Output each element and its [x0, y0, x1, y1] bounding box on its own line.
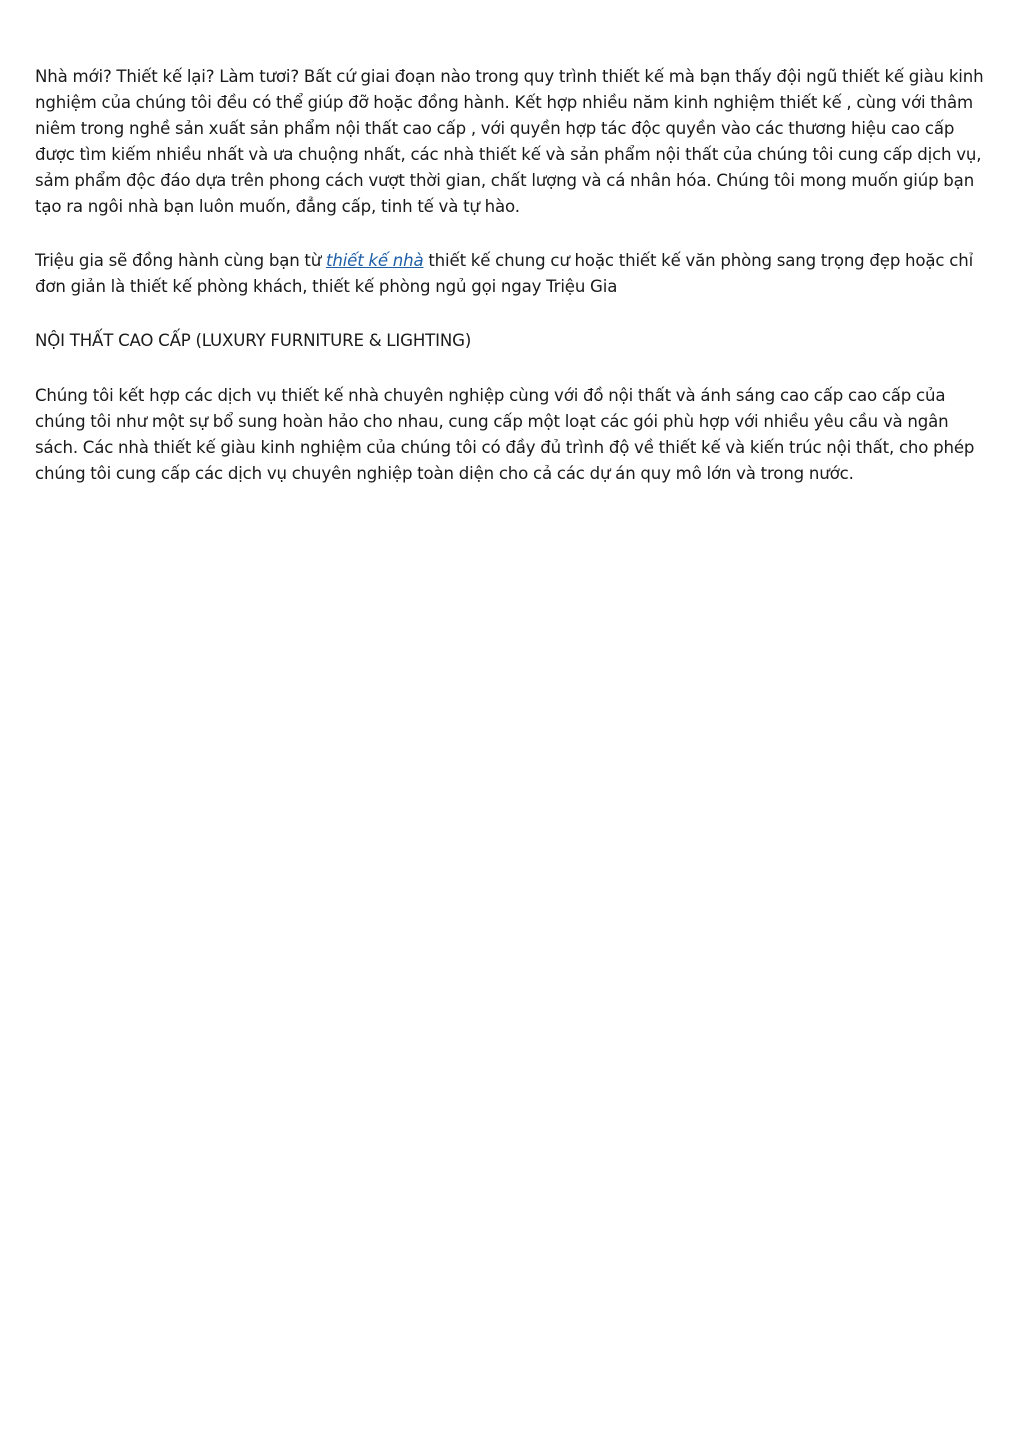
services-text-before-link: Triệu gia sẽ đồng hành cùng bạn từ [35, 251, 326, 270]
services-paragraph [35, 248, 990, 300]
document-body [35, 64, 990, 487]
services-text-after-link: thiết kế chung cư hoặc thiết kế văn phòng sang trọng đẹp hoặc chỉ đơn giản là thiết kế phòng khách, thiết kế phòng ngủ gọi ngay Triệu Gia [35, 251, 974, 296]
intro-paragraph: Nhà mới? Thiết kế lại? Làm tươi? Bất cứ giai đoạn nào trong quy trình thiết kế mà bạn thấy đội ngũ thiết kế giàu kinh nghiệm của chúng tôi đều có thể giúp đỡ hoặc đồng hành. Kết hợp nhiều năm kinh nghiệm thiết kế , cùng với thâm niêm trong nghề sản xuất sản phẩm nội thất cao cấp , với quyền hợp tác độc quyền vào các thương hiệu cao cấp được tìm kiếm nhiều nhất và ưa chuộng nhất, các nhà thiết kế và sản phẩm nội thất của chúng tôi cung cấp dịch vụ, sảm phẩm độc đáo dựa trên phong cách vượt thời gian, chất lượng và cá nhân hóa. Chúng tôi mong muốn giúp bạn tạo ra ngôi nhà bạn luôn muốn, đẳng cấp, tinh tế và tự hào. [35, 67, 984, 216]
section-heading: NỘI THẤT CAO CẤP (LUXURY FURNITURE & LIGHTING) [35, 331, 472, 350]
luxury-paragraph: Chúng tôi kết hợp các dịch vụ thiết kế nhà chuyên nghiệp cùng với đồ nội thất và ánh sáng cao cấp cao cấp của chúng tôi như một sự bổ sung hoàn hảo cho nhau, cung cấp một loạt các gói phù hợp với nhiều yêu cầu và ngân sách. Các nhà thiết kế giàu kinh nghiệm của chúng tôi có đầy đủ trình độ về thiết kế và kiến trúc nội thất, cho phép chúng tôi cung cấp các dịch vụ chuyên nghiệp toàn diện cho cả các dự án quy mô lớn và trong nước. [35, 386, 975, 483]
house-design-link[interactable]: thiết kế nhà [325, 251, 424, 270]
